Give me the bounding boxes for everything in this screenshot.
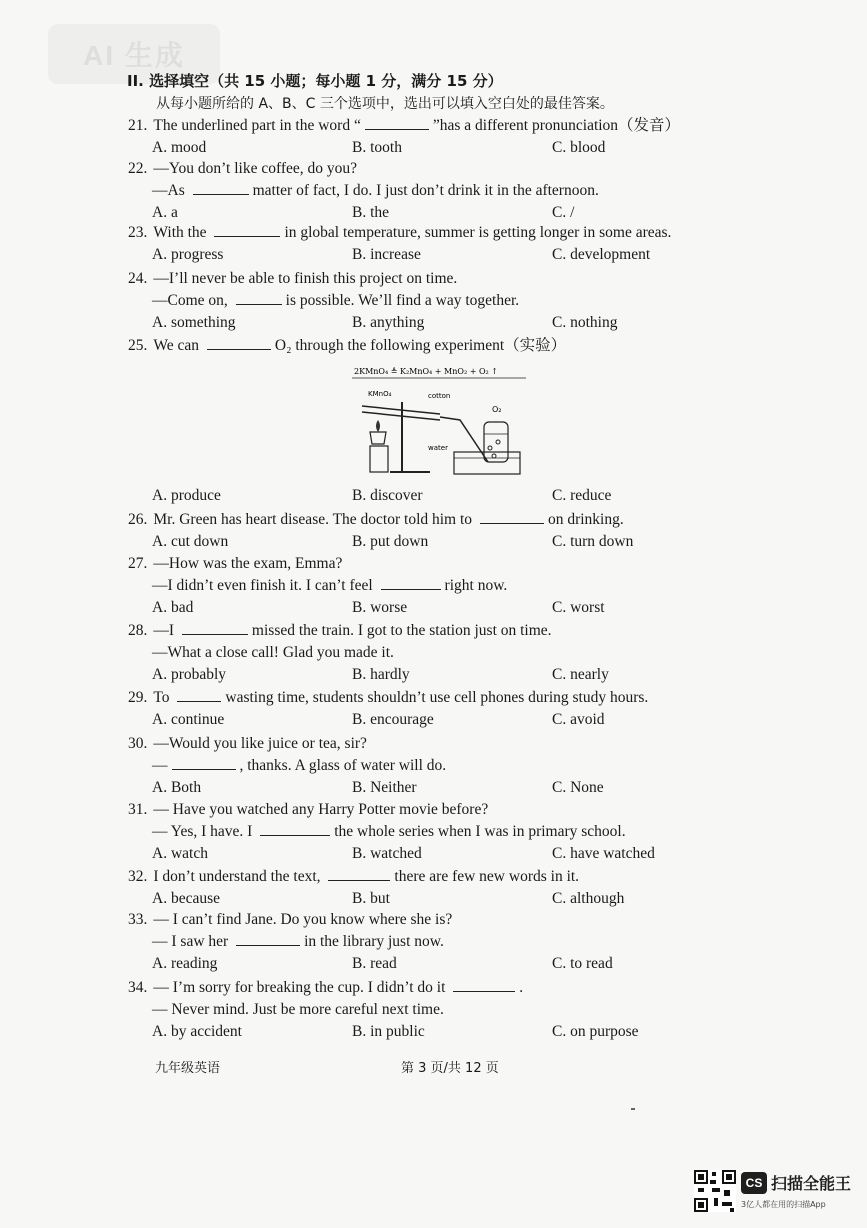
water-label: water xyxy=(428,444,448,452)
question-text: in global temperature, summer is getting longer in some areas. xyxy=(284,224,672,241)
answer-blank xyxy=(236,933,300,946)
option-c: C. development xyxy=(552,246,651,263)
cotton-label: cotton xyxy=(428,392,451,400)
option-b: B. Neither xyxy=(352,779,417,796)
question-line xyxy=(128,224,671,242)
question-line xyxy=(152,1001,444,1019)
question-text: on drinking. xyxy=(547,511,624,528)
question-line xyxy=(128,868,579,886)
question-line xyxy=(152,757,446,775)
section-title: II. 选择填空（共 15 小题；每小题 1 分，满分 15 分） xyxy=(127,72,503,90)
answer-blank xyxy=(207,337,271,350)
section-instruction: 从每小题所给的 A、B、C 三个选项中，选出可以填入空白处的最佳答案。 xyxy=(156,96,614,112)
question-text: O₂ through the following experiment（实验） xyxy=(274,337,567,354)
gas-label: O₂ xyxy=(492,405,502,414)
question-number: 32. xyxy=(128,868,148,885)
question-number: 33. xyxy=(128,911,148,928)
option-c: C. to read xyxy=(552,955,613,972)
question-text: The underlined part in the word “ xyxy=(153,117,361,134)
qr-code-icon xyxy=(694,1170,736,1212)
option-a: A. a xyxy=(152,204,178,221)
scan-speck xyxy=(631,1108,635,1110)
question-line xyxy=(128,622,552,640)
question-text: To xyxy=(153,689,174,706)
question-text: —Come on, xyxy=(152,292,232,309)
option-a: A. bad xyxy=(152,599,194,616)
question-text: —I xyxy=(153,622,178,639)
question-text: —As xyxy=(152,182,189,199)
question-text: the whole series when I was in primary school. xyxy=(334,823,626,840)
question-line xyxy=(128,337,566,355)
answer-blank xyxy=(193,182,249,195)
option-b: B. but xyxy=(352,890,390,907)
question-text: — xyxy=(152,757,168,774)
question-text: I don’t understand the text, xyxy=(153,868,325,885)
option-c: C. have watched xyxy=(552,845,655,862)
question-text: — I’m sorry for breaking the cup. I didn’t do it xyxy=(153,979,450,996)
reaction-equation: 2KMnO₄ ≜ K₂MnO₄ + MnO₂ + O₂ ↑ xyxy=(354,367,498,376)
option-a: A. Both xyxy=(152,779,202,796)
question-text: ”has a different pronunciation（发音） xyxy=(432,117,681,134)
question-line xyxy=(128,735,367,753)
question-text: — I saw her xyxy=(152,933,233,950)
question-number: 22. xyxy=(128,160,148,177)
question-number: 30. xyxy=(128,735,148,752)
question-text: —I’ll never be able to finish this project on time. xyxy=(153,270,458,287)
option-a: A. by accident xyxy=(152,1023,242,1040)
question-text: there are few new words in it. xyxy=(394,868,580,885)
option-c: C. worst xyxy=(552,599,605,616)
camscanner-tagline: 3亿人都在用的扫描App xyxy=(741,1200,826,1209)
question-text: —How was the exam, Emma? xyxy=(153,555,343,572)
question-line xyxy=(152,292,519,310)
question-text: We can xyxy=(153,337,203,354)
camscanner-logo-icon: CS xyxy=(741,1172,767,1194)
option-c: C. / xyxy=(552,204,575,221)
option-a: A. produce xyxy=(152,487,221,504)
question-text: —What a close call! Glad you made it. xyxy=(152,644,394,661)
option-c: C. nearly xyxy=(552,666,609,683)
option-b: B. in public xyxy=(352,1023,425,1040)
question-line xyxy=(152,577,507,595)
question-line xyxy=(128,979,523,997)
question-text: . xyxy=(519,979,524,996)
answer-blank xyxy=(260,823,330,836)
option-a: A. continue xyxy=(152,711,225,728)
question-text: — Have you watched any Harry Potter movie before? xyxy=(153,801,489,818)
question-text: With the xyxy=(153,224,211,241)
option-a: A. because xyxy=(152,890,220,907)
option-a: A. something xyxy=(152,314,236,331)
answer-blank xyxy=(381,577,441,590)
option-a: A. cut down xyxy=(152,533,229,550)
question-line xyxy=(128,511,624,529)
option-c: C. although xyxy=(552,890,625,907)
ai-watermark: AI 生成 xyxy=(48,24,220,84)
option-c: C. nothing xyxy=(552,314,618,331)
question-number: 29. xyxy=(128,689,148,706)
question-text: is possible. We’ll find a way together. xyxy=(285,292,520,309)
option-c: C. blood xyxy=(552,139,606,156)
question-text: , thanks. A glass of water will do. xyxy=(239,757,447,774)
question-text: missed the train. I got to the station just on time. xyxy=(251,622,552,639)
option-b: B. anything xyxy=(352,314,425,331)
question-line xyxy=(152,823,626,841)
option-c: C. on purpose xyxy=(552,1023,639,1040)
question-text: —I didn’t even finish it. I can’t feel xyxy=(152,577,377,594)
question-number: 34. xyxy=(128,979,148,996)
question-number: 24. xyxy=(128,270,148,287)
option-a: A. mood xyxy=(152,139,207,156)
footer-page-number: 第 3 页/共 12 页 xyxy=(401,1061,499,1076)
question-line xyxy=(152,644,394,662)
answer-blank xyxy=(182,622,248,635)
option-b: B. worse xyxy=(352,599,408,616)
question-line xyxy=(128,689,648,707)
question-number: 28. xyxy=(128,622,148,639)
option-c: C. reduce xyxy=(552,487,612,504)
question-text: —Would you like juice or tea, sir? xyxy=(153,735,367,752)
question-line xyxy=(152,182,599,200)
answer-blank xyxy=(214,224,280,237)
question-line xyxy=(128,117,680,135)
experiment-diagram xyxy=(350,362,530,480)
question-text: matter of fact, I do. I just don’t drink it in the afternoon. xyxy=(252,182,599,199)
question-text: — I can’t find Jane. Do you know where she is? xyxy=(153,911,453,928)
question-text: in the library just now. xyxy=(304,933,444,950)
option-b: B. watched xyxy=(352,845,422,862)
option-b: B. discover xyxy=(352,487,423,504)
option-c: C. None xyxy=(552,779,604,796)
question-line xyxy=(128,801,488,819)
answer-blank xyxy=(172,757,236,770)
option-b: B. encourage xyxy=(352,711,434,728)
answer-blank xyxy=(480,511,544,524)
question-text: —You don’t like coffee, do you? xyxy=(153,160,358,177)
question-text: right now. xyxy=(444,577,508,594)
question-number: 31. xyxy=(128,801,148,818)
option-b: B. hardly xyxy=(352,666,410,683)
question-line xyxy=(152,933,444,951)
question-number: 21. xyxy=(128,117,148,134)
option-b: B. tooth xyxy=(352,139,402,156)
question-line xyxy=(128,270,457,288)
reagent-label: KMnO₄ xyxy=(368,390,392,398)
question-number: 27. xyxy=(128,555,148,572)
option-a: A. reading xyxy=(152,955,218,972)
question-number: 26. xyxy=(128,511,148,528)
option-b: B. increase xyxy=(352,246,421,263)
option-b: B. the xyxy=(352,204,390,221)
answer-blank xyxy=(177,689,221,702)
question-line xyxy=(128,911,452,929)
question-text: — Never mind. Just be more careful next time. xyxy=(152,1001,444,1018)
answer-blank xyxy=(365,117,429,130)
question-text: wasting time, students shouldn’t use cell phones during study hours. xyxy=(225,689,649,706)
option-a: A. probably xyxy=(152,666,227,683)
camscanner-brand-name: 扫描全能王 xyxy=(771,1174,852,1193)
question-text: Mr. Green has heart disease. The doctor told him to xyxy=(153,511,476,528)
question-number: 25. xyxy=(128,337,148,354)
question-line xyxy=(128,555,342,573)
question-line xyxy=(128,160,357,178)
option-a: A. watch xyxy=(152,845,208,862)
question-text: — Yes, I have. I xyxy=(152,823,257,840)
option-a: A. progress xyxy=(152,246,224,263)
option-b: B. put down xyxy=(352,533,429,550)
footer-subject: 九年级英语 xyxy=(155,1061,221,1076)
question-number: 23. xyxy=(128,224,148,241)
option-c: C. avoid xyxy=(552,711,605,728)
option-b: B. read xyxy=(352,955,397,972)
answer-blank xyxy=(328,868,390,881)
answer-blank xyxy=(453,979,515,992)
answer-blank xyxy=(236,292,282,305)
option-c: C. turn down xyxy=(552,533,634,550)
